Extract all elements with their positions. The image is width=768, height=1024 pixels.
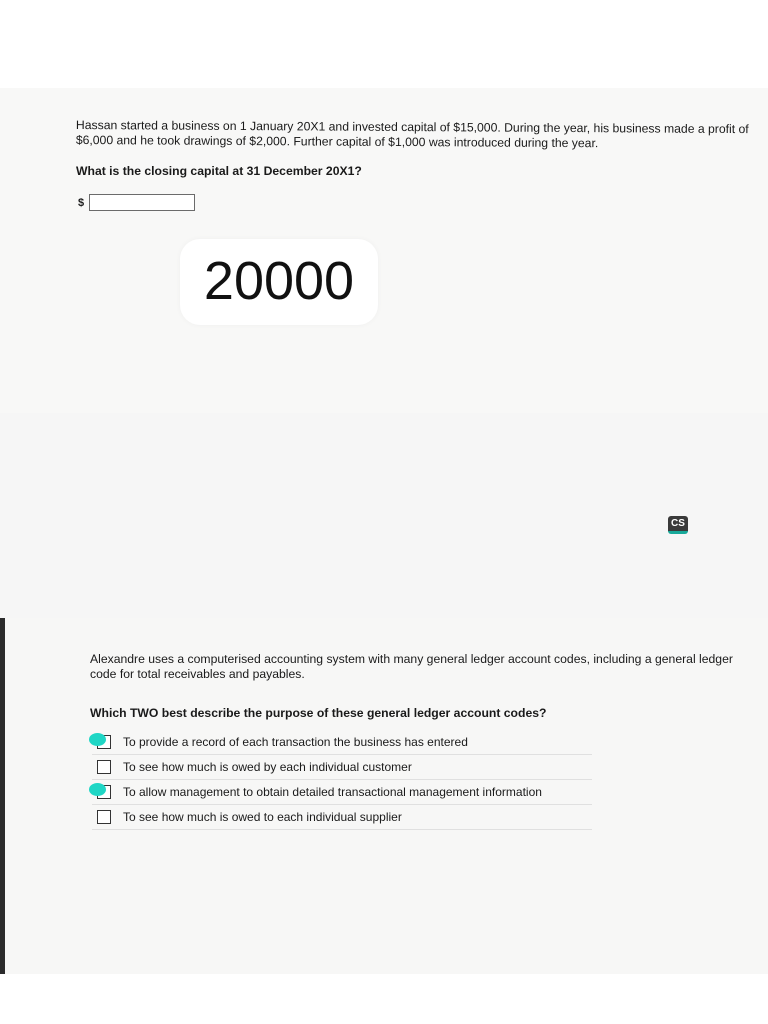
question-1-prompt: What is the closing capital at 31 December 20X1? <box>76 164 362 178</box>
checkbox[interactable] <box>97 810 111 824</box>
checkbox[interactable] <box>97 735 111 749</box>
camscanner-logo-icon: CS <box>668 516 688 534</box>
option-label: To allow management to obtain detailed transactional management information <box>123 785 542 799</box>
highlight-mark-icon <box>89 783 106 796</box>
checkbox[interactable] <box>97 760 111 774</box>
answer-options-list <box>92 730 592 830</box>
currency-symbol: $ <box>78 197 85 209</box>
checkbox[interactable] <box>97 785 111 799</box>
handwritten-answer: 20000 <box>203 251 355 311</box>
option-label: To see how much is owed to each individual supplier <box>123 810 402 824</box>
blank-sheet-area <box>0 413 768 618</box>
option-label: To provide a record of each transaction the business has entered <box>123 735 468 749</box>
closing-capital-input[interactable] <box>89 194 195 211</box>
option-label: To see how much is owed by each individual customer <box>123 760 412 774</box>
question-2-text: Alexandre uses a computerised accounting system with many general ledger account codes, including a general ledger code for total receivables and payables. <box>90 652 733 681</box>
page-shadow-edge <box>0 618 5 974</box>
question-1-text: Hassan started a business on 1 January 20X1 and invested capital of $15,000. During the year, his business made a profit of $6,000 and he took drawings of $2,000. Further capital of $1,000 was introduced during the year. <box>75 118 749 151</box>
option-owed-to-supplier[interactable] <box>92 805 592 830</box>
highlight-mark-icon <box>89 733 106 746</box>
option-owed-by-customer[interactable] <box>92 755 592 780</box>
option-management-information[interactable] <box>92 780 592 805</box>
option-record-transactions[interactable] <box>92 730 592 755</box>
question-2-prompt: Which TWO best describe the purpose of these general ledger account codes? <box>90 706 547 720</box>
